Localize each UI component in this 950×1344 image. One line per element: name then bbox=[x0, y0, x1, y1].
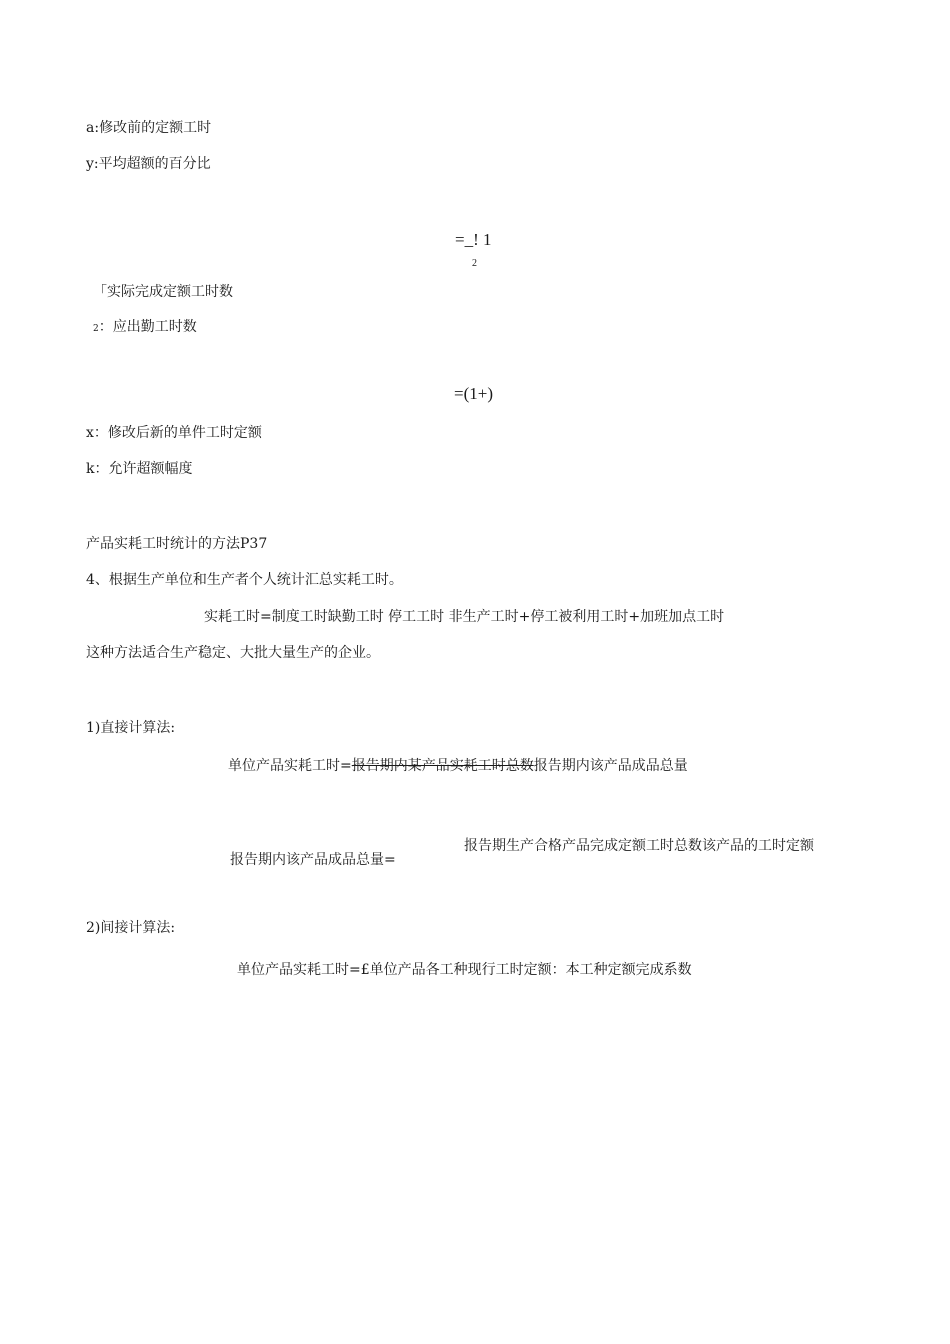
def-y: y:平均超额的百分比 bbox=[86, 156, 211, 172]
direct-method-heading: 1)直接计算法: bbox=[86, 720, 176, 736]
def-required-hours bbox=[93, 318, 197, 338]
def-required-hours-text: ：应出勤工时数 bbox=[98, 319, 197, 335]
def-k: k：允许超额幅度 bbox=[86, 461, 193, 477]
formula-1-subscript: 2 bbox=[472, 258, 477, 269]
direct-formula-struck: 报告期内某产品实耗工时总数 bbox=[351, 758, 534, 774]
total-formula-right: 报告期生产合格产品完成定额工时总数该产品的工时定额 bbox=[464, 838, 814, 854]
method-note: 这种方法适合生产稳定、大批大量生产的企业。 bbox=[86, 645, 380, 661]
actual-hours-formula: 实耗工时=制度工时缺勤工时 停工工时 非生产工时+停工被利用工时+加班加点工时 bbox=[204, 609, 725, 625]
direct-formula-right: 报告期内该产品成品总量 bbox=[533, 758, 688, 774]
direct-formula-left: 单位产品实耗工时= bbox=[228, 758, 352, 774]
def-actual-quota-hours: 「实际完成定额工时数 bbox=[93, 284, 233, 300]
direct-formula bbox=[228, 757, 688, 775]
formula-2: =(1+) bbox=[454, 384, 493, 403]
section-heading: 产品实耗工时统计的方法P37 bbox=[86, 536, 268, 552]
formula-1: =_! 1 bbox=[455, 230, 492, 249]
indirect-method-heading: 2)间接计算法: bbox=[86, 920, 176, 936]
item-4: 4、根据生产单位和生产者个人统计汇总实耗工时。 bbox=[86, 572, 403, 588]
def-x: x：修改后新的单件工时定额 bbox=[86, 425, 262, 441]
indirect-formula: 单位产品实耗工时=£单位产品各工种现行工时定额：本工种定额完成系数 bbox=[237, 962, 692, 978]
total-formula-left: 报告期内该产品成品总量= bbox=[230, 852, 396, 868]
def-a: a:修改前的定额工时 bbox=[86, 120, 212, 136]
def-required-hours-mark: 2 bbox=[93, 324, 99, 334]
